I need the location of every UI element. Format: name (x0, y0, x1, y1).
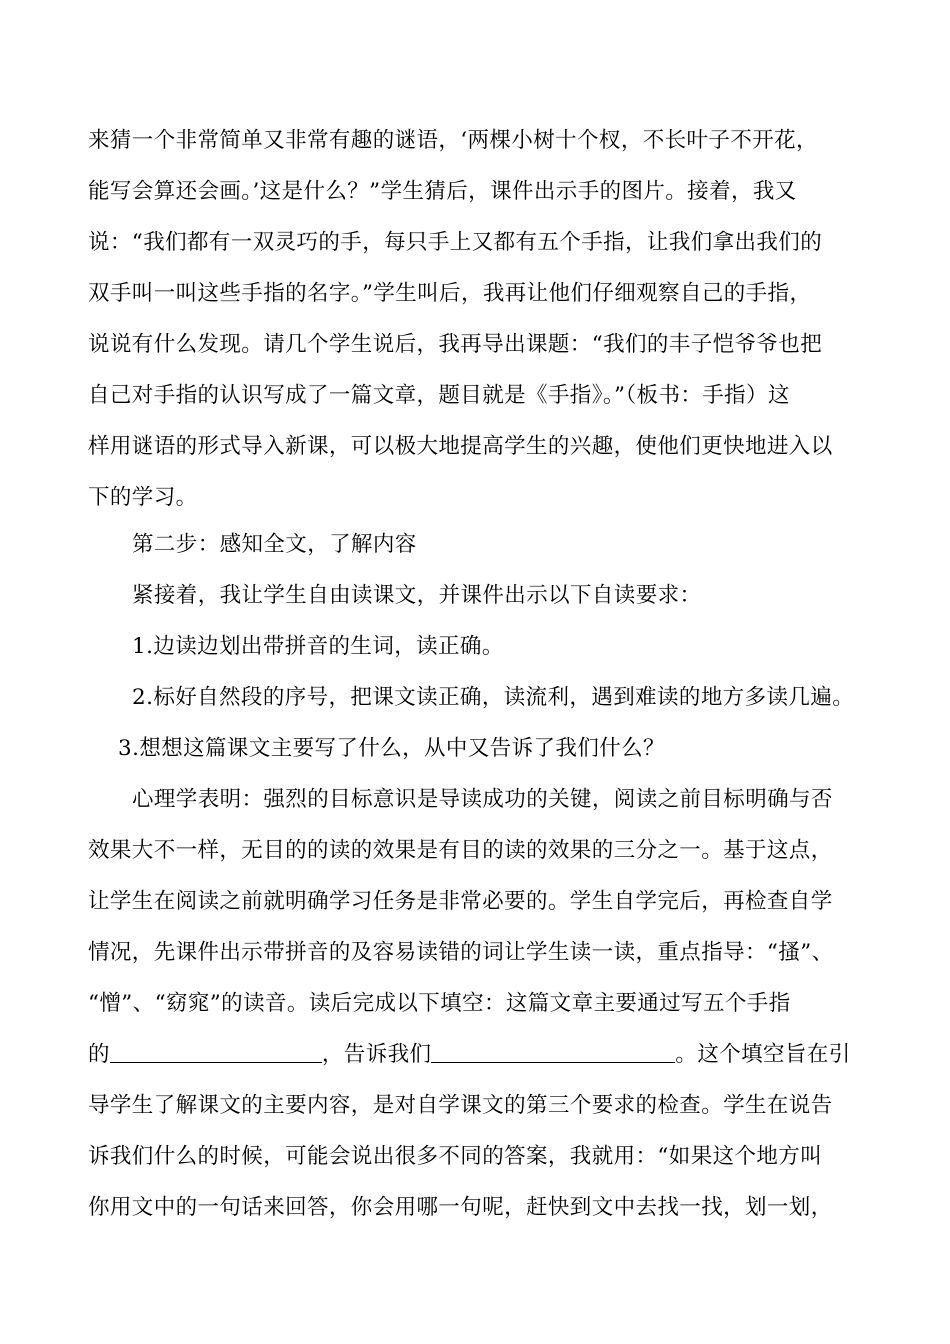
paragraph-line: 诉我们什么的时候，可能会说出很多不同的答案，我就用：“如果这个地方叫 (88, 1144, 823, 1169)
fill-text-middle: ，告诉我们 (321, 1042, 432, 1067)
list-item: 2.标好自然段的序号，把课文读正确，读流利，遇到难读的地方多读几遍。 (132, 685, 855, 710)
paragraph-line: 说说有什么发现。请几个学生说后，我再导出课题：“我们的丰子恺爷爷也把 (88, 332, 823, 357)
paragraph-line: 来猜一个非常简单又非常有趣的谜语，‘两棵小树十个杈，不长叶子不开花， (88, 128, 818, 153)
paragraph-line: 情况，先课件出示带拼音的及容易读错的词让学生读一读，重点指导：“搔”、 (88, 940, 834, 965)
paragraph-line: “憎”、“窈窕”的读音。读后完成以下填空：这篇文章主要通过写五个手指 (88, 991, 791, 1016)
paragraph-line: 心理学表明：强烈的目标意识是导读成功的关键，阅读之前目标明确与否 (132, 787, 833, 812)
fill-text-start: 的 (88, 1042, 110, 1067)
paragraph-line: 导学生了解课文的主要内容，是对自学课文的第三个要求的检查。学生在说告 (88, 1093, 833, 1118)
paragraph-line: 你用文中的一句话来回答，你会用哪一句呢，赶快到文中去找一找，划一划， (88, 1195, 833, 1220)
list-item: 1.边读边划出带拼音的生词，读正确。 (132, 634, 504, 659)
fill-in-line (88, 1040, 851, 1070)
list-item: 3.想想这篇课文主要写了什么，从中又告诉了我们什么？ (118, 736, 665, 761)
paragraph-line: 能写会算还会画。’这是什么？”学生猜后，课件出示手的图片。接着，我又 (88, 179, 797, 204)
section-heading: 第二步：感知全文，了解内容 (132, 532, 417, 557)
paragraph-line: 效果大不一样，无目的的读的效果是有目的读的效果的三分之一。基于这点， (88, 838, 833, 863)
paragraph-line: 下的学习。 (88, 485, 198, 510)
paragraph-line: 让学生在阅读之前就明确学习任务是非常必要的。学生自学完后，再检查自学 (88, 889, 833, 914)
paragraph-line: 说：“我们都有一双灵巧的手，每只手上又都有五个手指，让我们拿出我们的 (88, 230, 823, 255)
fill-blank-1 (110, 1042, 322, 1063)
fill-blank-2 (431, 1042, 675, 1063)
paragraph-line: 紧接着，我让学生自由读课文，并课件出示以下自读要求： (132, 583, 702, 608)
fill-text-end: 。这个填空旨在引 (675, 1042, 851, 1067)
paragraph-line: 样用谜语的形式导入新课，可以极大地提高学生的兴趣，使他们更快地进入以 (88, 434, 833, 459)
paragraph-line: 自己对手指的认识写成了一篇文章，题目就是《手指》。”（板书：手指）这 (88, 383, 790, 408)
paragraph-line: 双手叫一叫这些手指的名字。”学生叫后，我再让他们仔细观察自己的手指， (88, 281, 812, 306)
